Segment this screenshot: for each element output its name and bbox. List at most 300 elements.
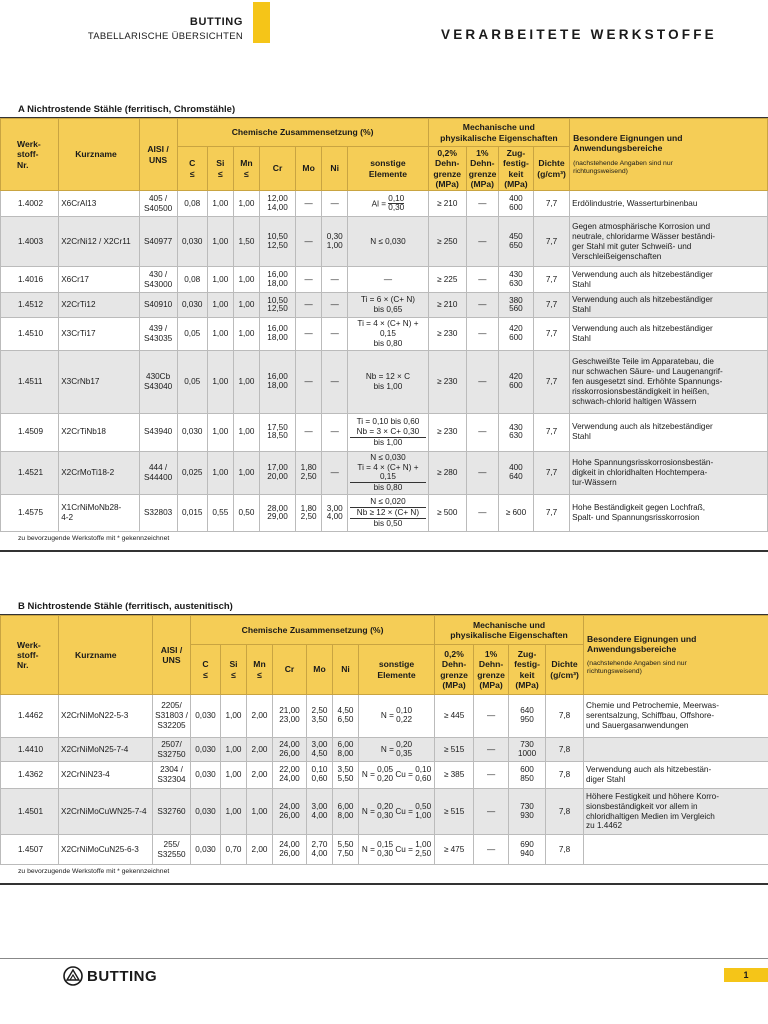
range-value <box>267 195 288 212</box>
range-part: 400 <box>509 463 523 473</box>
werkstoff-nr: 1.4003 <box>1 217 59 267</box>
cu-label: Cu = <box>393 806 416 816</box>
range-part: 5,50 <box>337 774 354 783</box>
eignungen: Chemie und Petrochemie, Meerwas- serentsalzung, Schiffbau, Offshore- und Sauergasanwendungen <box>584 695 768 738</box>
table-row <box>1 413 768 451</box>
dehngrenze-02: ≥ 500 <box>428 495 466 532</box>
range-value <box>279 766 300 783</box>
col-dehn1: 1% Dehn- grenze (MPa) <box>474 645 509 695</box>
werkstoff-nr: 1.4501 <box>1 789 59 835</box>
ni-value: — <box>322 413 348 451</box>
zugfestigkeit <box>509 789 546 835</box>
range-value <box>518 741 536 758</box>
range-part: 1,80 <box>300 503 317 513</box>
sonstige-elemente <box>359 695 435 738</box>
range-part: 430 <box>509 270 523 280</box>
dehngrenze-1: — <box>474 762 509 789</box>
mn-value: 1,00 <box>233 318 259 351</box>
range-part: 640 <box>509 471 523 481</box>
sonstige-elemente <box>359 738 435 762</box>
range-part: 2,70 <box>311 839 328 849</box>
col-mo: Mo <box>296 147 322 191</box>
range-part: 1,00 <box>415 839 432 849</box>
range-part: 4,50 <box>337 706 354 716</box>
dichte: 7,7 <box>533 451 569 494</box>
mn-value: 1,00 <box>233 413 259 451</box>
c-value: 0,025 <box>177 451 207 494</box>
cr-value <box>259 413 295 451</box>
n-range <box>377 841 393 858</box>
range-part: 24,00 <box>279 739 300 749</box>
range-part: 3,00 <box>311 739 328 749</box>
werkstoff-nr: 1.4512 <box>1 293 59 318</box>
range-part: 600 <box>509 333 523 343</box>
range-value <box>509 233 523 250</box>
range-value <box>520 803 534 820</box>
col-c: C ≤ <box>191 645 221 695</box>
n-label: N = <box>380 744 397 754</box>
range-part: 12,00 <box>267 194 288 204</box>
sonstige-elemente: — <box>348 267 428 293</box>
range-value <box>509 297 523 314</box>
kurzname: X2CrNi12 / X2Cr11 <box>59 217 139 267</box>
ni-value <box>333 789 359 835</box>
range-part: 600 <box>520 765 534 775</box>
mo-value <box>307 835 333 865</box>
range-part: 23,00 <box>279 715 300 724</box>
range-value <box>267 233 288 250</box>
cr-value <box>259 350 295 413</box>
ni-value: — <box>322 350 348 413</box>
ni-value <box>322 495 348 532</box>
dichte: 7,7 <box>533 318 569 351</box>
kurzname: X2CrNiMoN22-5-3 <box>59 695 153 738</box>
element-line: Ti = 6 × (C+ N) <box>360 295 415 305</box>
aisi-uns: 430Cb S43040 <box>139 350 177 413</box>
c-value: 0,030 <box>191 789 221 835</box>
element-line: Ti = 4 × (C+ N) + 0,15 <box>350 463 425 484</box>
col-chem-group: Chemische Zusammensetzung (%) <box>177 119 428 147</box>
col-werkstoff-nr: Werk- stoff- Nr. <box>1 119 59 191</box>
eignungen: Verwendung auch als hitzebeständiger Stahl <box>570 413 768 451</box>
dehngrenze-02: ≥ 225 <box>428 267 466 293</box>
range-part: 7,50 <box>337 848 354 858</box>
si-value: 0,55 <box>207 495 233 532</box>
range-part: 24,00 <box>279 839 300 849</box>
mn-value: 2,00 <box>247 738 273 762</box>
cr-value <box>273 789 307 835</box>
mn-value: 1,00 <box>233 350 259 413</box>
range-part: 18,00 <box>267 380 288 390</box>
dehngrenze-1: — <box>466 191 498 217</box>
zugfestigkeit <box>498 350 533 413</box>
table-row <box>1 738 768 762</box>
range-part: 0,35 <box>396 748 413 758</box>
ni-value <box>322 217 348 267</box>
range-part: 930 <box>520 810 534 820</box>
range-part: 18,00 <box>267 333 288 343</box>
mo-value <box>307 738 333 762</box>
table-row <box>1 217 768 267</box>
range-value <box>520 766 534 783</box>
col-si: Si ≤ <box>221 645 247 695</box>
range-part: 0,30 <box>377 848 394 858</box>
col-cr: Cr <box>273 645 307 695</box>
kurzname: X3CrTi17 <box>59 318 139 351</box>
eignungen <box>584 738 768 762</box>
si-value: 1,00 <box>207 350 233 413</box>
range-part: 0,20 <box>377 801 394 811</box>
page-number: 1 <box>724 968 768 982</box>
footer-logo <box>63 966 157 986</box>
zugfestigkeit <box>509 695 546 738</box>
col-mech-group: Mechanische und physikalische Eigenschaften <box>428 119 570 147</box>
aisi-uns: 405 / S40500 <box>139 191 177 217</box>
cu-label: Cu = <box>393 770 416 780</box>
element-line: Ti = 0,10 bis 0,60 <box>356 417 420 427</box>
eignungen: Geschweißte Teile im Apparatebau, die nur schwachen Säure- und Laugenangrif- fen ausgesetzt sind. Erhöhte Spannungs- risskorrosionsbeständigkeit in heißen, schwach-chlorid haltigen Wässern <box>570 350 768 413</box>
sonstige-elemente <box>348 293 428 318</box>
eignungen: Hohe Beständigkeit gegen Lochfraß, Spalt- und Spannungsrisskorrosion <box>570 495 768 532</box>
n-range <box>377 803 393 820</box>
range-part: 4,00 <box>311 810 328 820</box>
table-a-bottom-rule <box>0 550 768 552</box>
range-value <box>338 841 354 858</box>
dichte: 7,7 <box>533 293 569 318</box>
eignungen: Gegen atmosphärische Korrosion und neutrale, chloridarme Wässer beständi- ger Stahl mit guter Schweiß- und Verschleißeigenschaften <box>570 217 768 267</box>
dehngrenze-02: ≥ 230 <box>428 350 466 413</box>
table-row <box>1 695 768 738</box>
si-value: 1,00 <box>221 738 247 762</box>
range-part: 4,50 <box>311 748 328 758</box>
range-part: 3,00 <box>311 801 328 811</box>
range-value <box>267 325 288 342</box>
werkstoff-nr: 1.4002 <box>1 191 59 217</box>
range-part: 0,22 <box>396 715 413 724</box>
range-value <box>267 424 288 441</box>
col-zug: Zug- festig- keit (MPa) <box>498 147 533 191</box>
col-mn: Mn ≤ <box>247 645 273 695</box>
dichte: 7,7 <box>533 191 569 217</box>
n-label: N = <box>380 711 397 721</box>
range-part: 14,00 <box>267 202 288 212</box>
range-part: 4,00 <box>326 512 343 522</box>
mo-value: — <box>296 217 322 267</box>
dehngrenze-02: ≥ 230 <box>428 318 466 351</box>
c-value: 0,030 <box>191 695 221 738</box>
cr-value <box>273 835 307 865</box>
werkstoff-nr: 1.4016 <box>1 267 59 293</box>
zugfestigkeit <box>498 217 533 267</box>
dehngrenze-1: — <box>466 217 498 267</box>
sonstige-elemente <box>348 191 428 217</box>
dehngrenze-1: — <box>474 738 509 762</box>
range-part: 420 <box>509 324 523 334</box>
sonstige-elemente <box>359 789 435 835</box>
range-part: 8,00 <box>337 748 354 758</box>
dichte: 7,7 <box>533 217 569 267</box>
c-value: 0,030 <box>191 762 221 789</box>
table-row <box>1 293 768 318</box>
range-part: 22,00 <box>279 765 300 775</box>
element-line: Nb = 12 × C <box>365 371 411 381</box>
werkstoff-nr: 1.4575 <box>1 495 59 532</box>
col-dehn02: 0,2% Dehn- grenze (MPa) <box>428 147 466 191</box>
aisi-uns: S43940 <box>139 413 177 451</box>
footer-logo-text: BUTTING <box>87 967 158 985</box>
col-werkstoff-nr: Werk- stoff- Nr. <box>1 616 59 695</box>
table-row <box>1 835 768 865</box>
range-value <box>312 803 328 820</box>
cr-value <box>273 695 307 738</box>
range-value <box>267 373 288 390</box>
kurzname: X3CrNb17 <box>59 350 139 413</box>
col-mech-group: Mechanische und physikalische Eigenschaften <box>435 616 584 645</box>
element-line: bis 0,80 <box>373 483 403 493</box>
range-part: 650 <box>509 240 523 250</box>
dichte: 7,7 <box>533 495 569 532</box>
range-part: 16,00 <box>267 270 288 280</box>
dichte: 7,8 <box>546 738 584 762</box>
eignungen: Verwendung auch als hitzebeständiger Stahl <box>570 318 768 351</box>
range-value <box>338 803 354 820</box>
kurzname: X2CrNiN23-4 <box>59 762 153 789</box>
werkstoff-nr: 1.4511 <box>1 350 59 413</box>
n-label: N = <box>361 770 378 780</box>
range-part: 600 <box>509 380 523 390</box>
range-part: 450 <box>509 232 523 242</box>
mo-value <box>307 695 333 738</box>
range-value <box>301 464 317 481</box>
mo-value: — <box>296 191 322 217</box>
range-part: 16,00 <box>267 372 288 382</box>
element-line: Ti = 4 × (C+ N) + 0,15 <box>357 319 419 339</box>
range-part: 0,30 <box>388 203 405 213</box>
range-value <box>279 741 300 758</box>
dehngrenze-1: — <box>466 350 498 413</box>
range-part: 4,00 <box>311 848 328 858</box>
werkstoff-nr: 1.4510 <box>1 318 59 351</box>
c-value: 0,05 <box>177 318 207 351</box>
header-row-1 <box>1 616 768 645</box>
header-brand: BUTTING <box>189 16 243 28</box>
mn-value: 2,00 <box>247 762 273 789</box>
range-value <box>267 297 288 314</box>
dichte: 7,8 <box>546 762 584 789</box>
zugfestigkeit <box>498 191 533 217</box>
range-part: 1000 <box>517 748 537 758</box>
table-b-note: zu bevorzugende Werkstoffe mit * gekennzeichnet <box>18 868 170 875</box>
dehngrenze-1: — <box>474 789 509 835</box>
range-value <box>279 707 300 724</box>
element-line: Nb = 3 × C+ 0,30 <box>350 427 425 438</box>
col-ni: Ni <box>333 645 359 695</box>
aisi-uns: S40910 <box>139 293 177 318</box>
cr-value <box>273 762 307 789</box>
col-chem-group: Chemische Zusammensetzung (%) <box>191 616 435 645</box>
sonstige-elemente <box>348 350 428 413</box>
dehngrenze-02: ≥ 230 <box>428 413 466 451</box>
range-value <box>520 707 534 724</box>
range-value <box>312 707 328 724</box>
eignungen: Verwendung auch als hitzebeständiger Stahl <box>570 267 768 293</box>
range-part: 2,50 <box>311 706 328 716</box>
range-part: 2,50 <box>300 512 317 522</box>
mo-value: — <box>296 267 322 293</box>
range-part: 850 <box>520 774 534 783</box>
range-part: 630 <box>509 278 523 288</box>
range-part: 18,00 <box>267 278 288 288</box>
c-value: 0,030 <box>191 738 221 762</box>
range-part: 0,60 <box>311 774 328 783</box>
range-part: 6,00 <box>337 801 354 811</box>
range-part: 24,00 <box>279 801 300 811</box>
table-row <box>1 191 768 217</box>
range-value <box>267 464 288 481</box>
ni-value <box>333 762 359 789</box>
range-part: 0,10 <box>415 765 432 775</box>
aisi-uns: 255/ S32550 <box>153 835 191 865</box>
mo-value: — <box>296 293 322 318</box>
mn-value: 2,00 <box>247 695 273 738</box>
header-row-1 <box>1 119 768 147</box>
si-value: 1,00 <box>207 191 233 217</box>
col-dehn1: 1% Dehn- grenze (MPa) <box>466 147 498 191</box>
range-part: 20,00 <box>267 471 288 481</box>
range-value <box>312 741 328 758</box>
dichte: 7,8 <box>546 695 584 738</box>
range-part: 640 <box>520 706 534 716</box>
range-part: 6,00 <box>337 739 354 749</box>
range-part: 0,15 <box>377 839 394 849</box>
range-value <box>312 841 328 858</box>
range-part: 26,00 <box>279 748 300 758</box>
mo-value <box>307 789 333 835</box>
range-part: 0,20 <box>396 739 413 749</box>
eignungen: Erdölindustrie, Wasserturbinenbau <box>570 191 768 217</box>
range-value <box>509 373 523 390</box>
dehngrenze-1: — <box>466 267 498 293</box>
element-line: bis 0,50 <box>373 519 403 529</box>
n-label: N = <box>361 806 378 816</box>
range-part: 1,80 <box>300 463 317 473</box>
kurzname: X2CrNiMoN25-7-4 <box>59 738 153 762</box>
kurzname: X2CrTiNb18 <box>59 413 139 451</box>
col-mn: Mn ≤ <box>233 147 259 191</box>
aisi-uns: S40977 <box>139 217 177 267</box>
col-dichte: Dichte (g/cm³) <box>546 645 584 695</box>
aisi-uns: 2205/ S31803 / S32205 <box>153 695 191 738</box>
range-part: 28,00 <box>267 503 288 513</box>
range-part: 12,50 <box>267 240 288 250</box>
range-value <box>338 707 354 724</box>
element-line: Nb ≥ 12 × (C+ N) <box>350 508 425 519</box>
col-mo: Mo <box>307 645 333 695</box>
range-value <box>327 505 343 522</box>
table-row <box>1 318 768 351</box>
mo-value: — <box>296 413 322 451</box>
si-value: 0,70 <box>221 835 247 865</box>
range-part: 18,50 <box>267 431 288 441</box>
ni-value <box>333 695 359 738</box>
table-b-bottom-rule <box>0 883 768 885</box>
range-value <box>338 741 354 758</box>
dehngrenze-02: ≥ 210 <box>428 293 466 318</box>
mn-value: 1,00 <box>247 789 273 835</box>
range-part: 3,50 <box>337 765 354 775</box>
range-part: 10,50 <box>267 232 288 242</box>
mn-value: 2,00 <box>247 835 273 865</box>
zugfestigkeit <box>509 762 546 789</box>
col-ni: Ni <box>322 147 348 191</box>
mo-value <box>296 451 322 494</box>
range-part: 26,00 <box>279 848 300 858</box>
range-part: 2,50 <box>300 471 317 481</box>
ni-value: — <box>322 293 348 318</box>
range-value <box>327 233 343 250</box>
mn-value: 1,00 <box>233 191 259 217</box>
cr-value <box>259 267 295 293</box>
eignungen: Verwendung auch als hitzebeständiger Stahl <box>570 293 768 318</box>
dehngrenze-02: ≥ 280 <box>428 451 466 494</box>
si-value: 1,00 <box>207 293 233 318</box>
table-row <box>1 495 768 532</box>
mo-value <box>296 495 322 532</box>
mo-value: — <box>296 318 322 351</box>
kurzname: X2CrNiMoCuWN25-7-4 <box>59 789 153 835</box>
range-value <box>301 505 317 522</box>
sonstige-elemente <box>348 318 428 351</box>
col-kurzname: Kurzname <box>59 119 139 191</box>
aisi-uns: S32803 <box>139 495 177 532</box>
table-row <box>1 267 768 293</box>
dichte: 7,7 <box>533 413 569 451</box>
range-value <box>509 464 523 481</box>
si-value: 1,00 <box>207 318 233 351</box>
dehngrenze-1: — <box>474 695 509 738</box>
cr-value <box>259 293 295 318</box>
mn-value: 1,00 <box>233 451 259 494</box>
element-line: N ≤ 0,020 <box>350 497 425 508</box>
sonstige-elemente <box>359 762 435 789</box>
element-line: bis 0,80 <box>373 338 403 348</box>
range-value <box>312 766 328 783</box>
range-part: 8,00 <box>337 810 354 820</box>
si-value: 1,00 <box>221 789 247 835</box>
range-part: 0,50 <box>415 801 432 811</box>
n-range <box>396 707 412 724</box>
header-subtitle: TABELLARISCHE ÜBERSICHTEN <box>87 31 243 42</box>
range-part: 600 <box>509 202 523 212</box>
sonstige-elemente <box>359 835 435 865</box>
zugfestigkeit <box>498 451 533 494</box>
zugfestigkeit <box>498 293 533 318</box>
col-kurzname: Kurzname <box>59 616 153 695</box>
range-part: 12,50 <box>267 304 288 314</box>
element-line: bis 1,00 <box>373 381 403 391</box>
c-value: 0,030 <box>177 293 207 318</box>
werkstoff-nr: 1.4507 <box>1 835 59 865</box>
mn-value: 1,00 <box>233 267 259 293</box>
c-value: 0,030 <box>177 413 207 451</box>
element-line: bis 1,00 <box>373 437 403 447</box>
dehngrenze-1: — <box>466 413 498 451</box>
eignungen-note: (nachstehende Angaben sind nur richtungsweisend) <box>587 660 687 676</box>
range-part: 0,20 <box>377 774 394 783</box>
range-value <box>509 195 523 212</box>
table-row <box>1 451 768 494</box>
col-si: Si ≤ <box>207 147 233 191</box>
